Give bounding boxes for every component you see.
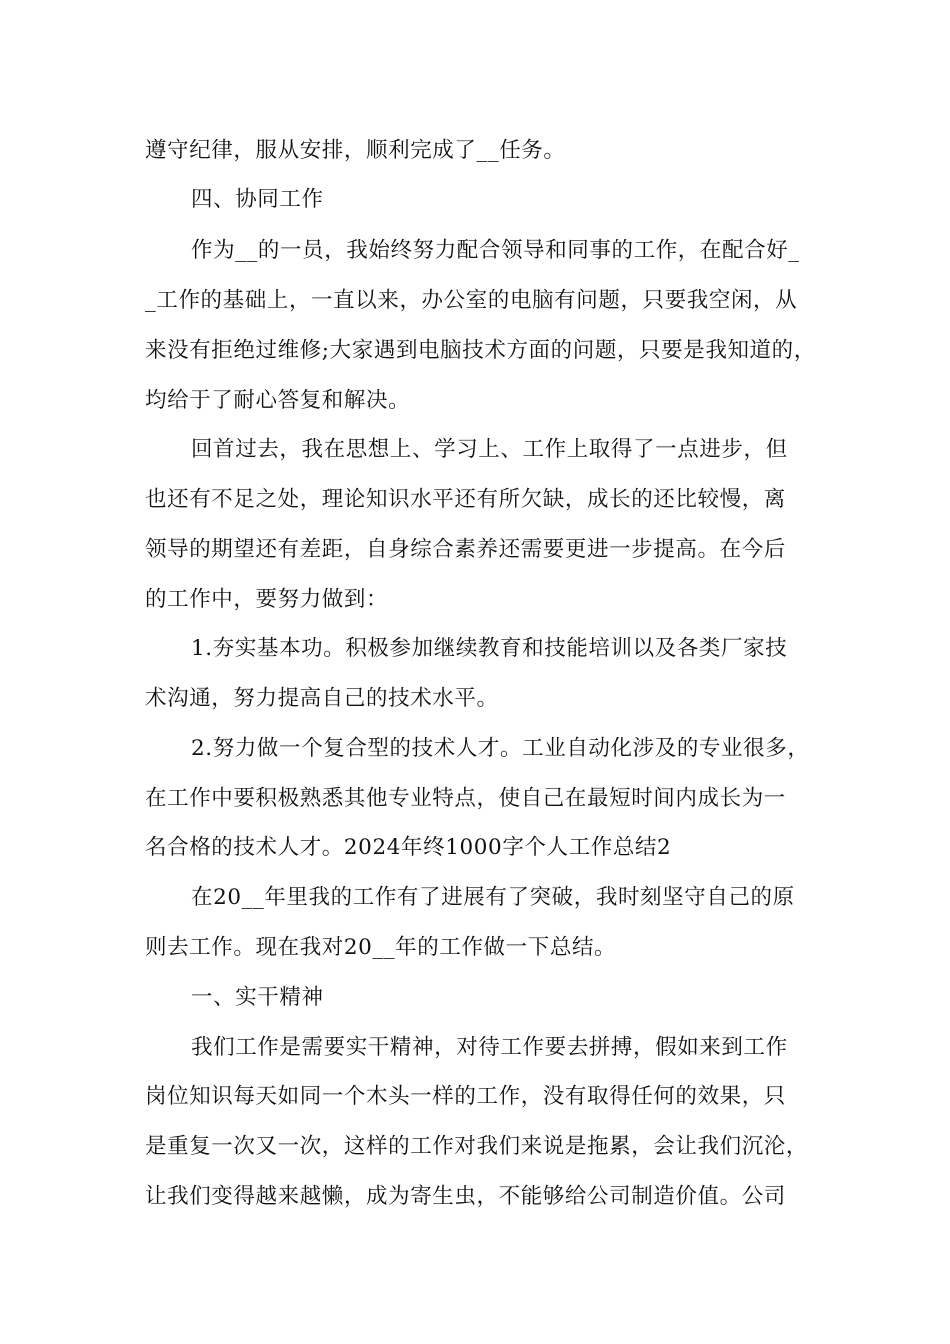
paragraph-line: 我们工作是需要实干精神，对待工作要去拼搏，假如来到工作 bbox=[191, 1035, 788, 1060]
section-heading: 四、协同工作 bbox=[191, 187, 324, 212]
paragraph-line: 领导的期望还有差距，自身综合素养还需要更进一步提高。在今后 bbox=[145, 537, 786, 562]
paragraph-line: 岗位知识每天如同一个木头一样的工作，没有取得任何的效果，只 bbox=[145, 1084, 786, 1109]
paragraph-line: 是重复一次又一次，这样的工作对我们来说是拖累，会让我们沉沦， bbox=[145, 1134, 809, 1159]
list-item: 名合格的技术人才。2024年终1000字个人工作总结2 bbox=[145, 835, 672, 860]
paragraph-line: 来没有拒绝过维修;大家遇到电脑技术方面的问题，只要是我知道的， bbox=[145, 338, 816, 363]
section-heading: 一、实干精神 bbox=[191, 985, 324, 1010]
list-item: 2.努力做一个复合型的技术人才。工业自动化涉及的专业很多， bbox=[191, 736, 810, 761]
paragraph-line: 作为__的一员，我始终努力配合领导和同事的工作，在配合好_ bbox=[191, 238, 800, 263]
paragraph-line: _工作的基础上，一直以来，办公室的电脑有问题，只要我空闲，从 bbox=[145, 288, 798, 313]
list-item: 术沟通，努力提高自己的技术水平。 bbox=[145, 686, 499, 711]
list-item: 1.夯实基本功。积极参加继续教育和技能培训以及各类厂家技 bbox=[191, 636, 788, 661]
paragraph-line: 在20__年里我的工作有了进展有了突破，我时刻坚守自己的原 bbox=[191, 885, 795, 910]
paragraph-line: 遵守纪律，服从安排，顺利完成了__任务。 bbox=[145, 138, 566, 163]
paragraph-line: 则去工作。现在我对20__年的工作做一下总结。 bbox=[145, 935, 617, 960]
paragraph-line: 均给于了耐心答复和解决。 bbox=[145, 388, 411, 413]
paragraph-line: 让我们变得越来越懒，成为寄生虫，不能够给公司制造价值。公司 bbox=[145, 1184, 786, 1209]
list-item: 在工作中要积极熟悉其他专业特点，使自己在最短时间内成长为一 bbox=[145, 786, 786, 811]
paragraph-line: 回首过去，我在思想上、学习上、工作上取得了一点进步，但 bbox=[191, 437, 788, 462]
paragraph-line: 也还有不足之处，理论知识水平还有所欠缺，成长的还比较慢，离 bbox=[145, 487, 786, 512]
paragraph-line: 的工作中，要努力做到： bbox=[145, 587, 389, 612]
